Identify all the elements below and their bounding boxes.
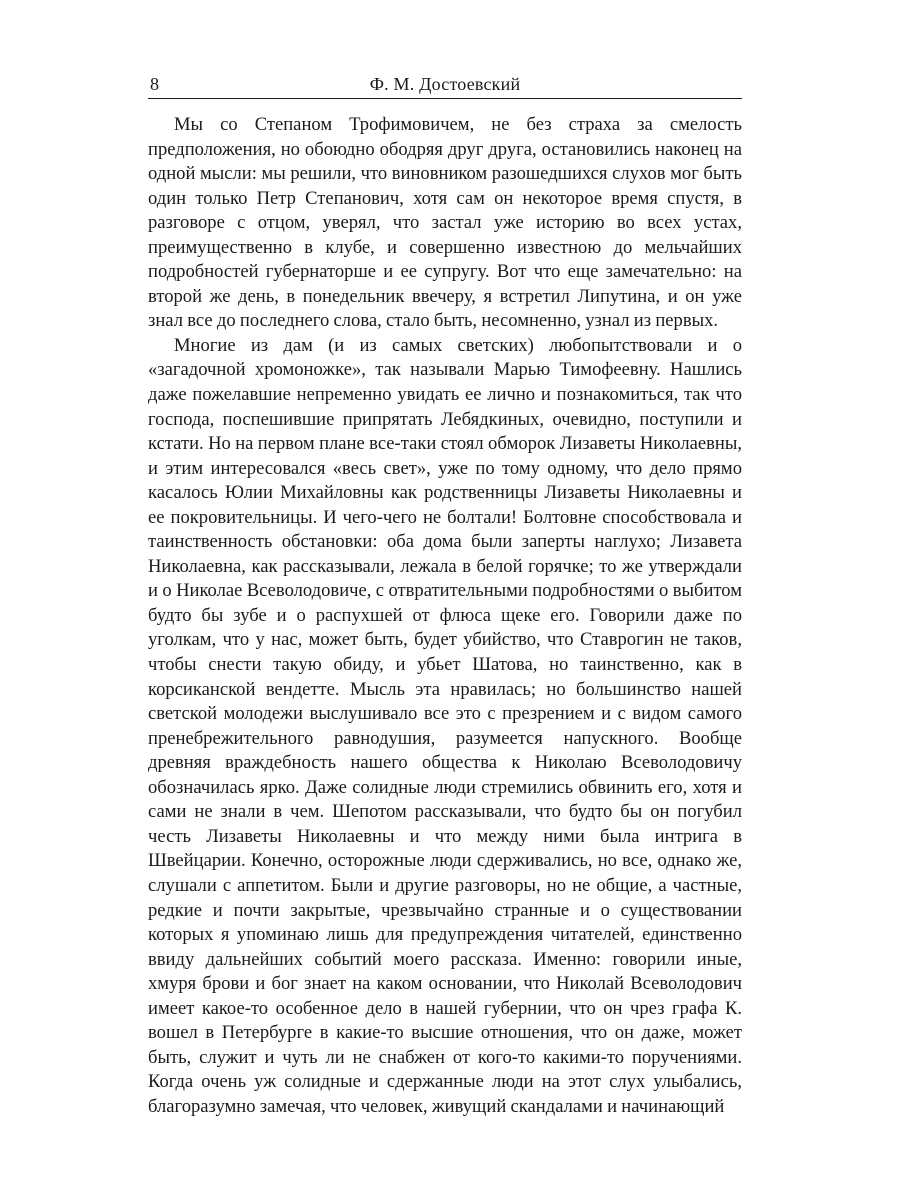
page-number: 8	[150, 74, 159, 94]
paragraph-1: Мы со Степаном Трофимовичем, не без страха за смелость предположения, но обоюдно ободряя друг друга, остановились наконец на одной мысли: мы решили, что виновником разошедшихся слухов мог быть один только Петр Степанович, хотя сам он некоторое время спустя, в разговоре с отцом, уверял, что застал уже историю во всех устах, преимущественно в клубе, и совершенно известною до мельчайших подробностей губернаторше и ее супругу. Вот что еще замечательно: на второй же день, в понедельник ввечеру, я встретил Липутина, и он уже знал все до последнего слова, стало быть, несомненно, узнал из первых.	[148, 114, 742, 332]
book-page	[148, 72, 742, 1119]
running-title-author: Ф. М. Достоевский	[369, 74, 521, 94]
body-text	[148, 113, 742, 1119]
paragraph-2: Многие из дам (и из самых светских) любопытствовали и о «загадочной хромоножке», так называли Марью Тимофеевну. Нашлись даже пожелавшие непременно увидать ее лично и познакомиться, так что господа, поспешившие припрятать Лебядкиных, очевидно, поступили и кстати. Но на первом плане все-таки стоял обморок Лизаветы Николаевны, и этим интересовался «весь свет», уже по тому одному, что дело прямо касалось Юлии Михайловны как родственницы Лизаветы Николаевны и ее покровительницы. И чего-чего не болтали! Болтовне способствовала и таинственность обстановки: оба дома были заперты наглухо; Лизавета Николаевна, как рассказывали, лежала в белой горячке; то же утверждали и о Николае Всеволодовиче, с отвратительными подробностями о выбитом будто бы зубе и о распухшей от флюса щеке его. Говорили даже по уголкам, что у нас, может быть, будет убийство, что Ставрогин не таков, чтобы снести такую обиду, и убьет Шатова, но таинственно, как в корсиканской вендетте. Мысль эта нравилась; но большинство нашей светской молодежи выслушивало все это с презрением и с видом самого пренебрежительного равнодушия, разумеется напускного. Вообще древняя враждебность нашего общества к Николаю Всеволодовичу обозначилась ярко. Даже солидные люди стремились обвинить его, хотя и сами не знали в чем. Шепотом рассказывали, что будто бы он погубил честь Лизаветы Николаевны и что между ними была интрига в Швейцарии. Конечно, осторожные люди сдерживались, но все, однако же, слушали с аппетитом. Были и другие разговоры, но не общие, а частные, редкие и почти закрытые, чрезвычайно странные и о существовании которых я упоминаю лишь для предупреждения читателей, единственно ввиду дальнейших событий моего рассказа. Именно: говорили иные, хмуря брови и бог знает на каком основании, что Николай Всеволодович имеет какое-то особенное дело в нашей губернии, что он чрез графа К. вошел в Петербурге в какие-то высшие отношения, что он даже, может быть, служит и чуть ли не снабжен от кого-то какими-то поручениями. Когда очень уж солидные и сдержанные люди на этот слух улыбались, благоразумно замечая, что человек, живущий скандалами и начинающий	[148, 334, 742, 1117]
running-head	[148, 72, 742, 96]
header-rule	[148, 98, 742, 99]
